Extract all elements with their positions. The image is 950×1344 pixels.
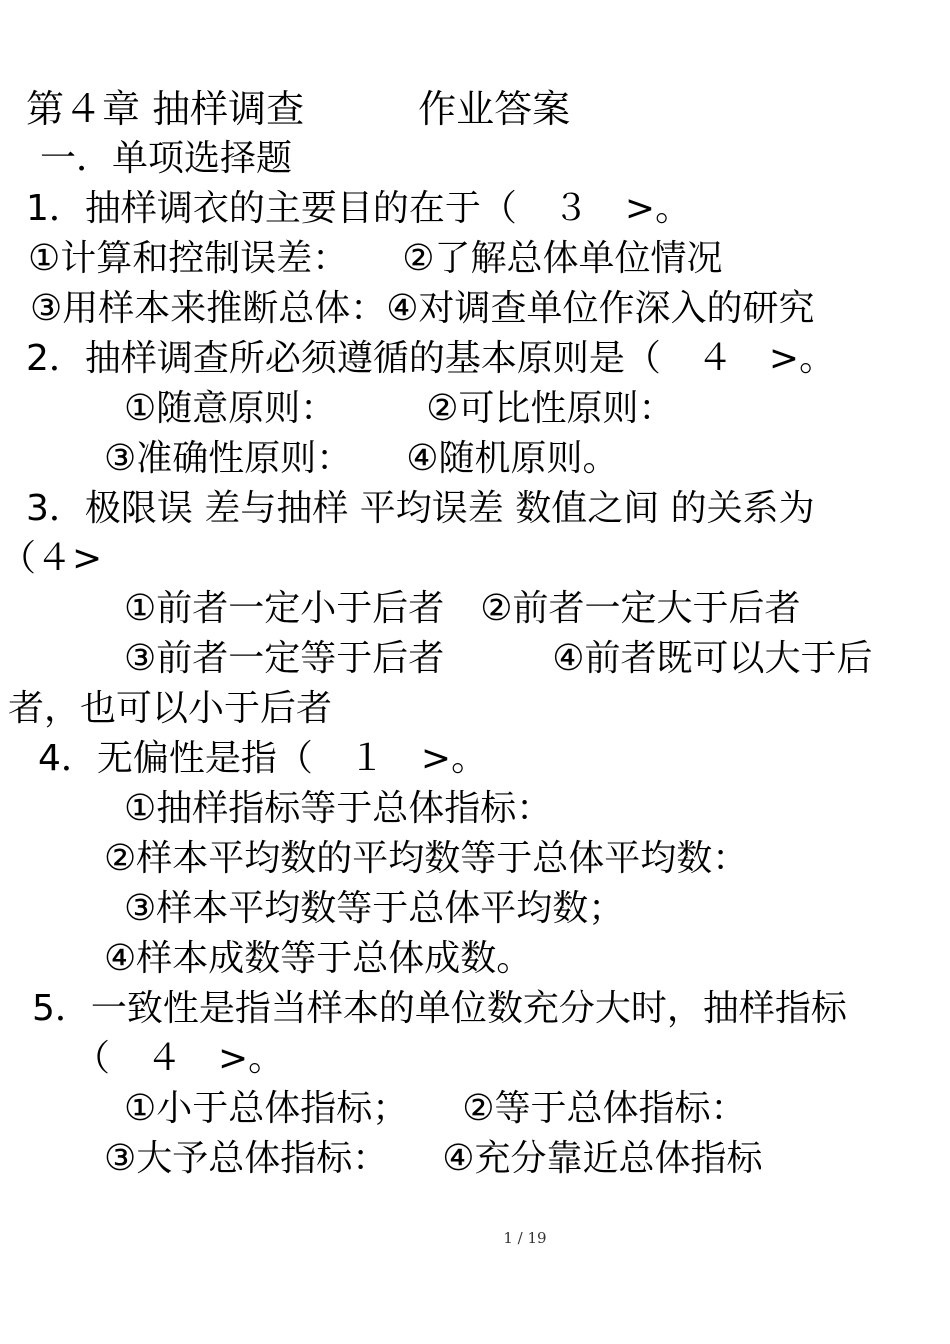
chapter-title: 第４章 抽样调查 作业答案 (26, 87, 571, 131)
question-4-option-2: ②样本平均数的平均数等于总体平均数： (104, 838, 749, 879)
section-heading: 一．单项选择题 (40, 138, 293, 179)
question-4-option-1: ①抽样指标等于总体指标： (124, 788, 553, 829)
question-2-options-3-4: ③准确性原则： ④随机原则。 (104, 438, 619, 479)
question-5-options-1-2: ①小于总体指标； ②等于总体指标： (124, 1088, 747, 1129)
question-5: 5．一致性是指当样本的单位数充分大时，抽样指标 (32, 988, 847, 1029)
question-1: 1．抽样调衣的主要目的在于（ ３ >。 (26, 188, 692, 229)
question-3: 3．极限误 差与抽样 平均误差 数值之间 的关系为 (26, 488, 815, 529)
question-2-options-1-2: ①随意原则： ②可比性原则： (124, 388, 675, 429)
question-3-option-4-continued: 者，也可以小于后者 (8, 688, 333, 729)
question-5-answer: （ ４ >。 (74, 1038, 285, 1079)
question-3-options-1-2: ①前者一定小于后者 ②前者一定大于后者 (124, 588, 801, 629)
question-5-options-3-4: ③大予总体指标： ④充分靠近总体指标 (104, 1138, 763, 1179)
page-number: 1 / 19 (503, 1229, 547, 1247)
question-1-options-3-4: ③用样本来推断总体：④对调查单位作深入的研究 (30, 288, 815, 329)
question-1-options-1-2: ①计算和控制误差： ②了解总体单位情况 (28, 238, 723, 279)
question-2: 2．抽样调查所必须遵循的基本原则是（ ４ >。 (26, 338, 836, 379)
question-3-answer: （４> (0, 538, 103, 579)
question-4: 4．无偏性是指（ １ >。 (38, 738, 488, 779)
question-4-option-4: ④样本成数等于总体成数。 (104, 938, 533, 979)
question-4-option-3: ③样本平均数等于总体平均数； (124, 888, 625, 929)
question-3-options-3-4: ③前者一定等于后者 ④前者既可以大于后 (124, 638, 873, 679)
